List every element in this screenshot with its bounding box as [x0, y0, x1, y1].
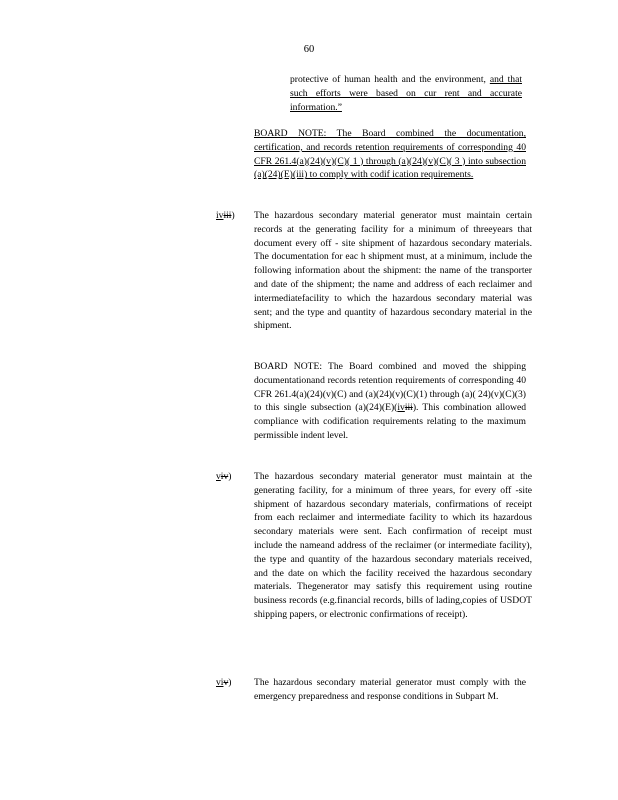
quote-inserted-text: and that such efforts were based on cur rent and accurate information.” — [290, 74, 522, 113]
label-close: ) — [228, 677, 232, 688]
page-number: 60 — [303, 44, 315, 55]
item-v-text: The hazardous secondary material generator must maintain at the generating facility, for a minimum of three years, for every off -site shipment of hazardous secondary materials, confirmations of receipt from each reclaimer and intermediate facility to which its hazardous secondary materials were sent. Each confirmation of receipt must include the nameand address of the reclaimer (or intermediate facility), the type and quantity of the hazardous secondary materials received, and the date on which the facility received the hazardous secondary materials. Thegenerator may satisfy this requirement using routine business records (e.g.financial records, bills of lading,copies of USDOT shipping papers, or electronic confirmations of receipt). — [254, 471, 532, 620]
label-close: ) — [228, 471, 232, 482]
note2-inserted: iv — [397, 402, 405, 414]
note2-deleted: iii — [404, 402, 413, 414]
item-label-v — [216, 470, 250, 484]
note2-text-after: ). This combination allowed compliance with codification requirements relating to the maximum permissible indent level. — [254, 402, 527, 441]
item-label-iv — [216, 209, 250, 223]
board-note-2 — [254, 360, 526, 443]
label-close: ) — [231, 210, 235, 221]
label-inserted: v — [216, 471, 221, 482]
note2-text-before: BOARD NOTE: The Board combined and moved the shipping documentationand records retention requirements of corresponding 40 CFR 261.4(a)(24)(v)(C) and (a)(24)(v)(C)(1) through (a)( 24)(v)(C)(3) to this single subsection (a)(24)(E)( — [254, 361, 526, 414]
quote-plain-text: protective of human health and the environment, — [290, 74, 486, 85]
label-deleted: v — [223, 677, 229, 688]
quote-continuation — [290, 73, 522, 114]
label-inserted: iv — [216, 210, 224, 221]
item-iv-text: The hazardous secondary material generator must maintain certain records at the generating facility for a minimum of threeyears that document every off - site shipment of hazardous secondary materials. The documentation for eac h shipment must, at a minimum, include the following information about the shipment: the name of the transporter and date of the shipment; the name and address of each reclaimer and intermediatefacility to which the hazardous secondary material was sent; and the type and quantity of hazardous secondary material in the shipment. — [254, 210, 532, 332]
board-note-1: BOARD NOTE: The Board combined the documentation, certification, and records retention requirements of corresponding 40 CFR 261.4(a)(24)(v)(C)( 1 ) through (a)(24)(v)(C)( 3 ) into subsection (a)(24)(E)(iii) to comply with codif ication requirements. — [254, 128, 526, 181]
item-vi-text: The hazardous secondary material generator must comply with the emergency preparedness and response conditions in Subpart M. — [254, 677, 526, 702]
label-deleted: iii — [223, 210, 232, 221]
label-deleted: iv — [220, 471, 229, 482]
label-inserted: vi — [216, 677, 224, 688]
